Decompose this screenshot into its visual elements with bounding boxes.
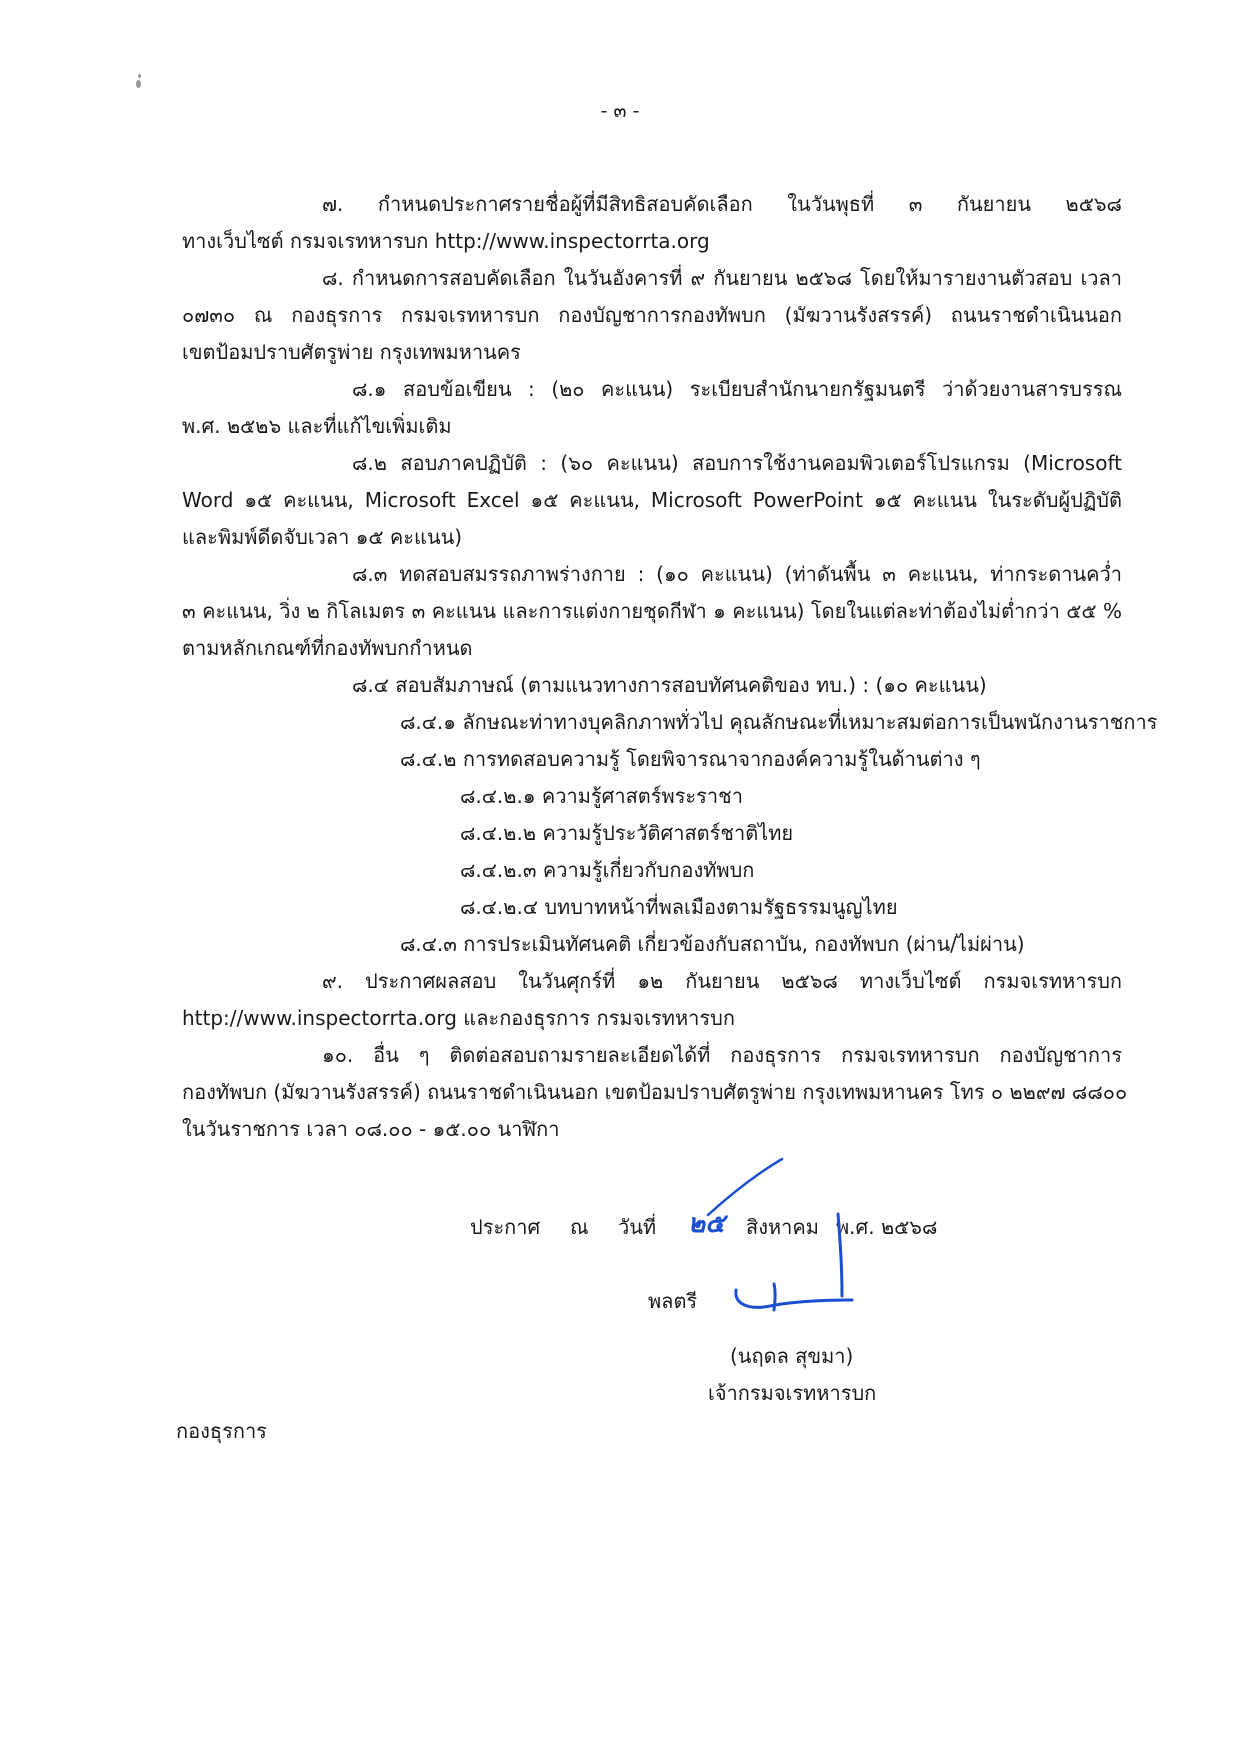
item-8-4-2: ๘.๔.๒ การทดสอบความรู้ โดยพิจารณาจากองค์ความรู้ในด้านต่าง ๆ — [400, 747, 981, 771]
item-8-4-1: ๘.๔.๑ ลักษณะท่าทางบุคลิกภาพทั่วไป คุณลักษณะที่เหมาะสมต่อการเป็นพนักงานราชการ — [400, 710, 1158, 734]
item-7-line-1: ๗. กำหนดประกาศรายชื่อผู้ที่มีสิทธิสอบคัดเลือก ในวันพุธที่ ๓ กันยายน ๒๕๖๘ — [322, 192, 1122, 216]
item-8-line-1: ๘. กำหนดการสอบคัดเลือก ในวันอังคารที่ ๙ กันยายน ๒๕๖๘ โดยให้มารายงานตัวสอบ เวลา — [322, 266, 1122, 290]
item-10-line-2: กองทัพบก (มัฆวานรังสรรค์) ถนนราชดำเนินนอก เขตป้อมปราบศัตรูพ่าย กรุงเทพมหานคร โทร ๐ ๒๒๙๗ ๘๘๐๐ — [182, 1080, 1128, 1104]
item-8-3-line-1: ๘.๓ ทดสอบสมรรถภาพร่างกาย : (๑๐ คะแนน) (ท่าดันพื้น ๓ คะแนน, ท่ากระดานควํ่า — [352, 562, 1122, 586]
announcement-at: ณ — [570, 1215, 589, 1239]
scan-speck — [138, 74, 141, 78]
item-10-line-3: ในวันราชการ เวลา ๐๘.๐๐ - ๑๕.๐๐ นาฬิกา — [182, 1117, 560, 1141]
item-8-3-line-2: ๓ คะแนน, วิ่ง ๒ กิโลเมตร ๓ คะแนน และการแต่งกายชุดกีฬา ๑ คะแนน) โดยในแต่ละท่าต้องไม่ต่ำกว่า ๕๕ % — [182, 599, 1122, 623]
item-8-1-line-2: พ.ศ. ๒๕๒๖ และที่แก้ไขเพิ่มเติม — [182, 414, 452, 438]
item-8-4-heading: ๘.๔ สอบสัมภาษณ์ (ตามแนวทางการสอบทัศนคติของ ทบ.) : (๑๐ คะแนน) — [352, 673, 987, 697]
item-10-line-1: ๑๐. อื่น ๆ ติดต่อสอบถามรายละเอียดได้ที่ กองธุรการ กรมจเรทหารบก กองบัญชาการ — [322, 1043, 1122, 1067]
signature-mark — [730, 1210, 880, 1320]
signer-rank: พลตรี — [648, 1289, 698, 1313]
item-8-2-line-1: ๘.๒ สอบภาคปฏิบัติ : (๖๐ คะแนน) สอบการใช้งานคอมพิวเตอร์โปรแกรม (Microsoft — [352, 451, 1122, 475]
year: พ.ศ. ๒๕๖๘ — [836, 1215, 938, 1239]
item-7-line-2: ทางเว็บไซต์ กรมจเรทหารบก http://www.inspectorrta.org — [182, 229, 710, 253]
item-8-line-3: เขตป้อมปราบศัตรูพ่าย กรุงเทพมหานคร — [182, 340, 521, 364]
issuing-department: กองธุรการ — [176, 1419, 267, 1443]
scan-speck — [136, 80, 141, 88]
item-8-line-2: ๐๗๓๐ ณ กองธุรการ กรมจเรทหารบก กองบัญชาการกองทัพบก (มัฆวานรังสรรค์) ถนนราชดำเนินนอก — [182, 303, 1122, 327]
item-8-2-line-2: Word ๑๕ คะแนน, Microsoft Excel ๑๕ คะแนน, Microsoft PowerPoint ๑๕ คะแนน ในระดับผู้ปฏิบัติ — [182, 488, 1122, 512]
item-8-4-2-1: ๘.๔.๒.๑ ความรู้ศาสตร์พระราชา — [460, 784, 743, 808]
item-8-4-2-2: ๘.๔.๒.๒ ความรู้ประวัติศาสตร์ชาติไทย — [460, 821, 794, 845]
announcement-body — [182, 186, 1158, 1148]
signer-position: เจ้ากรมจเรทหารบก — [708, 1381, 877, 1405]
item-8-4-2-4: ๘.๔.๒.๔ บทบาทหน้าที่พลเมืองตามรัฐธรรมนูญไทย — [460, 895, 898, 919]
signer-name: (นฤดล สุขมา) — [730, 1344, 854, 1368]
item-9-line-1: ๙. ประกาศผลสอบ ในวันศุกร์ที่ ๑๒ กันยายน ๒๕๖๘ ทางเว็บไซต์ กรมจเรทหารบก — [322, 969, 1122, 993]
item-8-2-line-3: และพิมพ์ดีดจับเวลา ๑๕ คะแนน) — [182, 525, 463, 549]
page-number: - ๓ - — [600, 100, 640, 122]
day-value-handwritten: ๒๕ — [688, 1209, 725, 1239]
announcement-prefix: ประกาศ — [470, 1215, 541, 1239]
day-label: วันที่ — [618, 1215, 657, 1239]
item-8-4-2-3: ๘.๔.๒.๓ ความรู้เกี่ยวกับกองทัพบก — [460, 858, 755, 882]
item-8-4-3: ๘.๔.๓ การประเมินทัศนคติ เกี่ยวข้องกับสถาบัน, กองทัพบก (ผ่าน/ไม่ผ่าน) — [400, 932, 1025, 956]
item-8-1-line-1: ๘.๑ สอบข้อเขียน : (๒๐ คะแนน) ระเบียบสำนักนายกรัฐมนตรี ว่าด้วยงานสารบรรณ — [352, 377, 1122, 401]
item-9-line-2: http://www.inspectorrta.org และกองธุรการ กรมจเรทหารบก — [182, 1006, 735, 1030]
month: สิงหาคม — [746, 1215, 819, 1239]
item-8-3-line-3: ตามหลักเกณฑ์ที่กองทัพบกกำหนด — [182, 636, 473, 660]
